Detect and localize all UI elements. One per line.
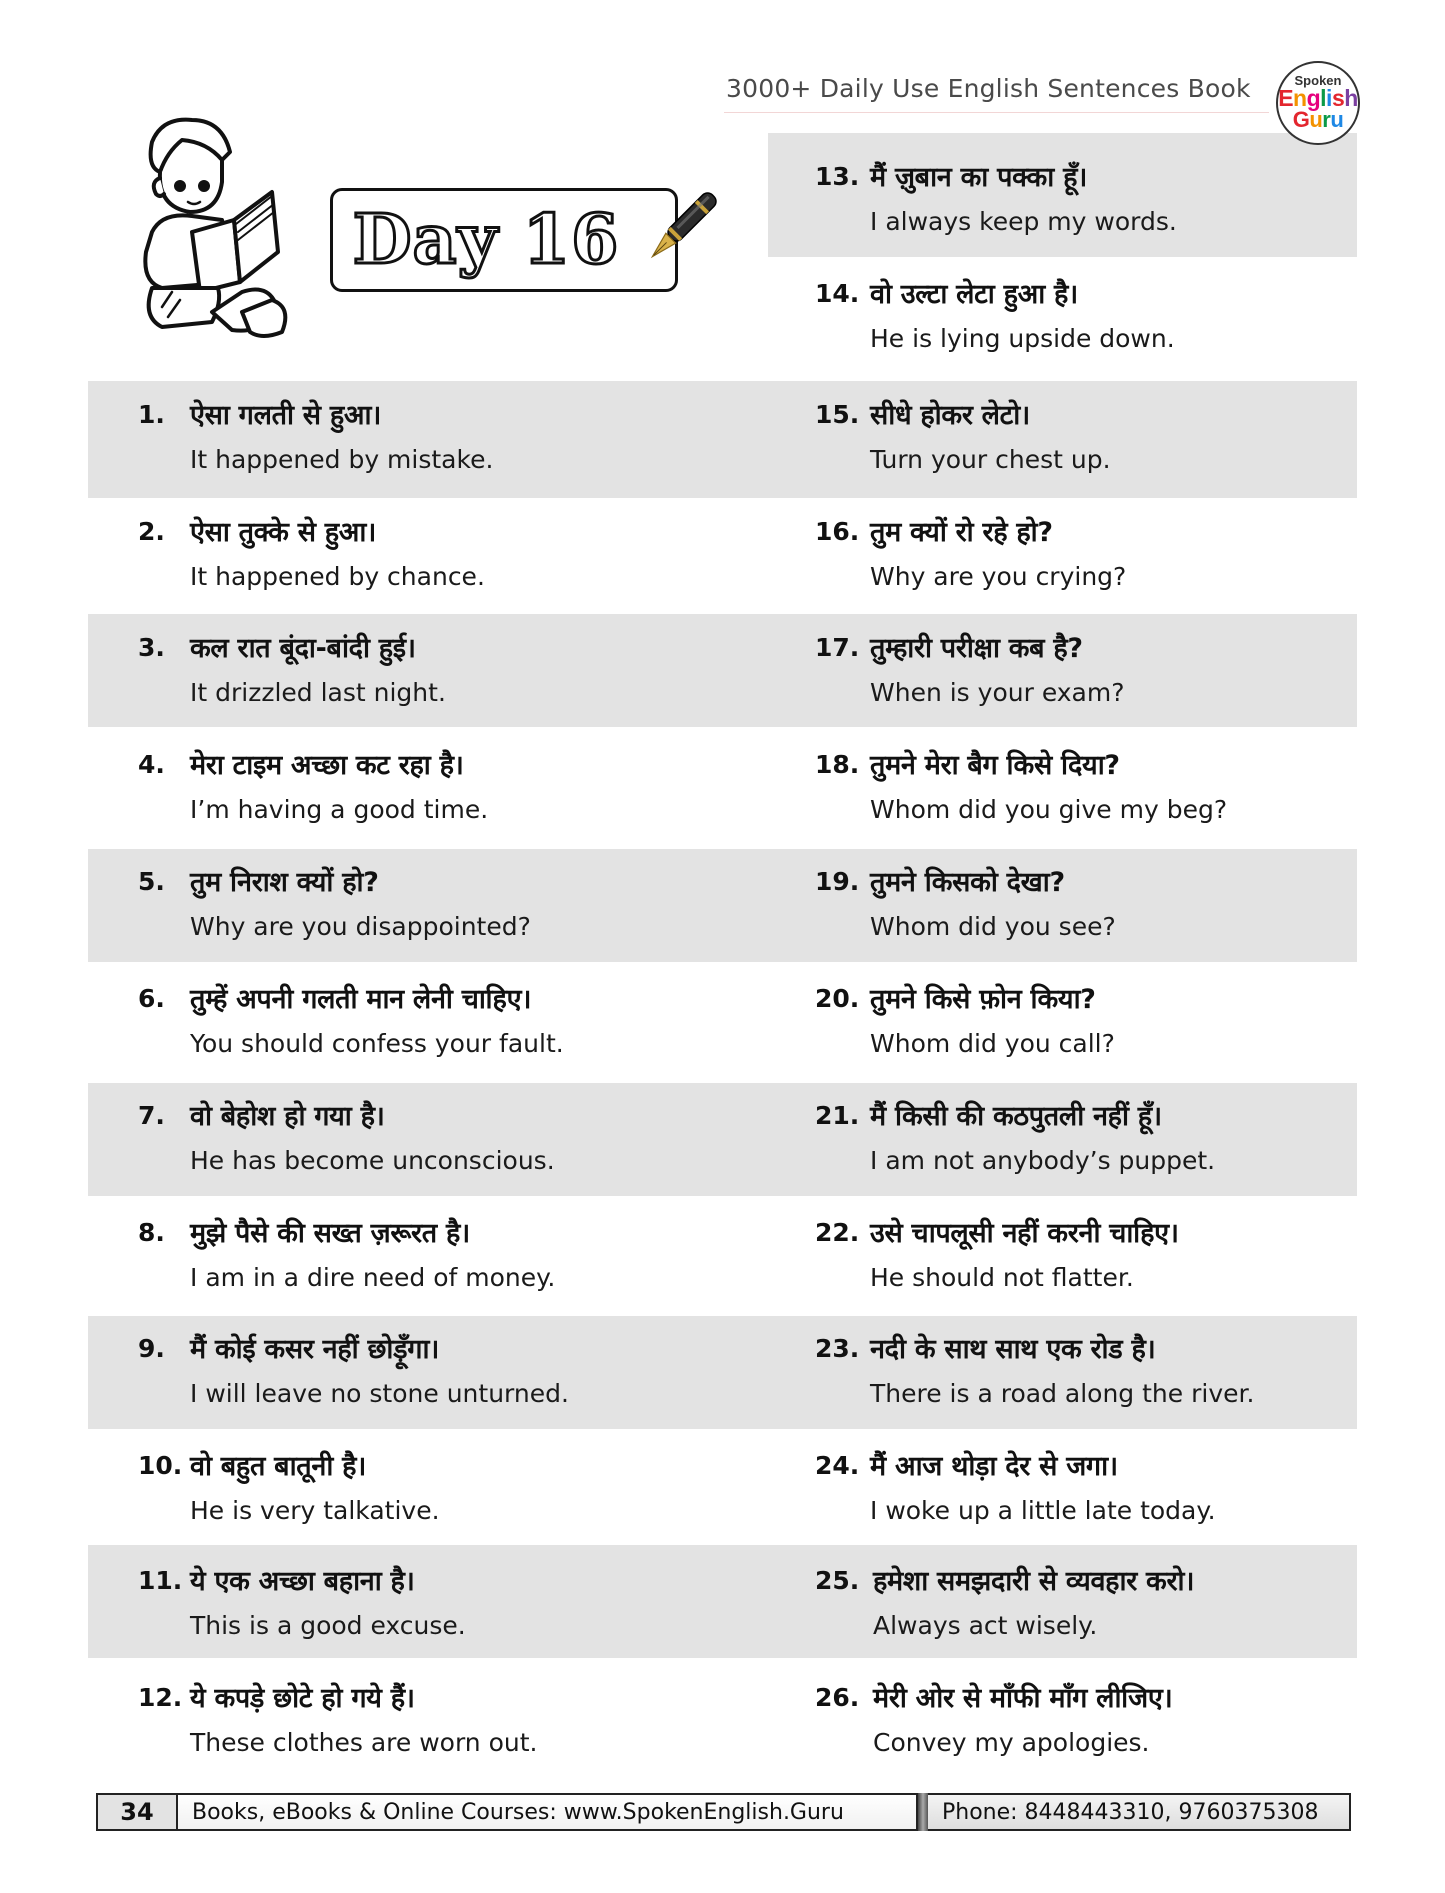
hindi-sentence: वो बेहोश हो गया है। (190, 1101, 385, 1132)
sentence-item-3 (138, 614, 758, 730)
hindi-sentence: मैं कोई कसर नहीं छोड़ूँगा। (190, 1334, 440, 1365)
item-number: 18. (815, 750, 860, 779)
sentence-item-10 (138, 1432, 758, 1548)
english-sentence: He has become unconscious. (190, 1146, 555, 1175)
english-sentence: I always keep my words. (870, 207, 1177, 236)
english-sentence: Why are you disappointed? (190, 912, 531, 941)
hindi-sentence: वो उल्टा लेटा हुआ है। (870, 279, 1078, 310)
item-number: 20. (815, 984, 860, 1013)
sentence-item-22 (815, 1199, 1355, 1315)
sentence-item-18 (815, 731, 1355, 847)
english-sentence: There is a road along the river. (870, 1379, 1255, 1408)
item-number: 13. (815, 162, 860, 191)
sentence-item-9 (138, 1315, 758, 1431)
hindi-sentence: तुम्हारी परीक्षा कब है? (870, 633, 1083, 664)
english-sentence: When is your exam? (870, 678, 1125, 707)
item-number: 2. (138, 517, 165, 546)
sentence-item-16 (815, 498, 1355, 614)
hindi-sentence: तुमने मेरा बैग किसे दिया? (870, 750, 1120, 781)
english-sentence: Whom did you see? (870, 912, 1116, 941)
english-sentence: These clothes are worn out. (190, 1728, 538, 1757)
item-number: 1. (138, 400, 165, 429)
sentence-item-2 (138, 498, 758, 614)
item-number: 21. (815, 1101, 860, 1130)
website-info: Books, eBooks & Online Courses: www.SpokenEnglish.Guru (178, 1793, 918, 1831)
english-sentence: Whom did you give my beg? (870, 795, 1228, 824)
logo-line-guru: Guru (1292, 106, 1344, 132)
hindi-sentence: हमेशा समझदारी से व्यवहार करो। (873, 1566, 1195, 1597)
sentence-item-11 (138, 1547, 758, 1663)
footer-divider (918, 1793, 928, 1831)
sentence-item-12 (138, 1664, 758, 1780)
item-number: 19. (815, 867, 860, 896)
sentence-item-5 (138, 848, 758, 964)
phone-info: Phone: 8448443310, 9760375308 (928, 1793, 1351, 1831)
sentence-item-6 (138, 965, 758, 1081)
hindi-sentence: मैं किसी की कठपुतली नहीं हूँ। (870, 1101, 1162, 1132)
item-number: 14. (815, 279, 860, 308)
english-sentence: Always act wisely. (873, 1611, 1098, 1640)
sentence-item-20 (815, 965, 1355, 1081)
hindi-sentence: तुम्हें अपनी गलती मान लेनी चाहिए। (190, 984, 532, 1015)
hindi-sentence: मेरा टाइम अच्छा कट रहा है। (190, 750, 464, 781)
page-number: 34 (96, 1793, 178, 1831)
hindi-sentence: कल रात बूंदा-बांदी हुई। (190, 633, 416, 664)
hindi-sentence: ये एक अच्छा बहाना है। (190, 1566, 415, 1597)
logo-line-spoken: Spoken (1294, 73, 1342, 89)
item-number: 3. (138, 633, 165, 662)
english-sentence: Convey my apologies. (873, 1728, 1150, 1757)
sentence-item-8 (138, 1199, 758, 1315)
sentence-item-4 (138, 731, 758, 847)
sentence-item-23 (815, 1315, 1355, 1431)
english-sentence: He should not flatter. (870, 1263, 1134, 1292)
item-number: 26. (815, 1683, 860, 1712)
item-number: 4. (138, 750, 165, 779)
english-sentence: It drizzled last night. (190, 678, 446, 707)
sentence-item-15 (815, 381, 1355, 497)
english-sentence: Turn your chest up. (870, 445, 1111, 474)
item-number: 15. (815, 400, 860, 429)
english-sentence: Why are you crying? (870, 562, 1127, 591)
hindi-sentence: मैं ज़ुबान का पक्का हूँ। (870, 162, 1088, 193)
item-number: 17. (815, 633, 860, 662)
sentence-item-17 (815, 614, 1355, 730)
sentence-item-24 (815, 1432, 1355, 1548)
sentence-item-13 (815, 143, 1355, 259)
title-underline (724, 112, 1269, 113)
hindi-sentence: तुम क्यों रो रहे हो? (870, 517, 1053, 548)
item-number: 24. (815, 1451, 860, 1480)
english-sentence: It happened by chance. (190, 562, 485, 591)
english-sentence: He is very talkative. (190, 1496, 440, 1525)
day-title: Day 16 (352, 200, 620, 280)
sentence-item-25 (815, 1547, 1355, 1663)
english-sentence: I’m having a good time. (190, 795, 489, 824)
hindi-sentence: ऐसा तुक्के से हुआ। (190, 517, 377, 548)
item-number: 8. (138, 1218, 165, 1247)
hindi-sentence: नदी के साथ साथ एक रोड है। (870, 1334, 1156, 1365)
sentence-item-7 (138, 1082, 758, 1198)
english-sentence: I am in a dire need of money. (190, 1263, 556, 1292)
logo-line-english: English (1278, 84, 1358, 111)
sentence-item-14 (815, 260, 1355, 376)
english-sentence: I woke up a little late today. (870, 1496, 1216, 1525)
hindi-sentence: तुम निराश क्यों हो? (190, 867, 379, 898)
english-sentence: He is lying upside down. (870, 324, 1175, 353)
item-number: 25. (815, 1566, 860, 1595)
english-sentence: It happened by mistake. (190, 445, 494, 474)
sentence-item-26 (815, 1664, 1355, 1780)
hindi-sentence: तुमने किसे फ़ोन किया? (870, 984, 1096, 1015)
item-number: 10. (138, 1451, 183, 1480)
item-number: 12. (138, 1683, 183, 1712)
hindi-sentence: मैं आज थोड़ा देर से जगा। (870, 1451, 1118, 1482)
hindi-sentence: मुझे पैसे की सख्त ज़रूरत है। (190, 1218, 470, 1249)
hindi-sentence: ऐसा गलती से हुआ। (190, 400, 382, 431)
item-number: 23. (815, 1334, 860, 1363)
book-title: 3000+ Daily Use English Sentences Book (726, 74, 1251, 103)
hindi-sentence: ये कपड़े छोटे हो गये हैं। (190, 1683, 415, 1714)
item-number: 5. (138, 867, 165, 896)
hindi-sentence: तुमने किसको देखा? (870, 867, 1065, 898)
english-sentence: I am not anybody’s puppet. (870, 1146, 1216, 1175)
hindi-sentence: सीधे होकर लेटो। (870, 400, 1030, 431)
sentence-item-1 (138, 381, 758, 497)
english-sentence: I will leave no stone unturned. (190, 1379, 569, 1408)
item-number: 9. (138, 1334, 165, 1363)
sentence-item-21 (815, 1082, 1355, 1198)
day-title-box (330, 188, 678, 292)
english-sentence: This is a good excuse. (190, 1611, 466, 1640)
spoken-english-guru-logo (1276, 61, 1360, 145)
english-sentence: Whom did you call? (870, 1029, 1115, 1058)
item-number: 6. (138, 984, 165, 1013)
boy-reading-book-illustration (122, 112, 322, 344)
item-number: 16. (815, 517, 860, 546)
hindi-sentence: वो बहुत बातूनी है। (190, 1451, 367, 1482)
hindi-sentence: उसे चापलूसी नहीं करनी चाहिए। (870, 1218, 1179, 1249)
sentence-item-19 (815, 848, 1355, 964)
item-number: 7. (138, 1101, 165, 1130)
fountain-pen-icon (640, 188, 720, 270)
item-number: 11. (138, 1566, 183, 1595)
english-sentence: You should confess your fault. (190, 1029, 564, 1058)
page-footer (96, 1793, 1351, 1831)
hindi-sentence: मेरी ओर से माँफी माँग लीजिए। (873, 1683, 1173, 1714)
item-number: 22. (815, 1218, 860, 1247)
